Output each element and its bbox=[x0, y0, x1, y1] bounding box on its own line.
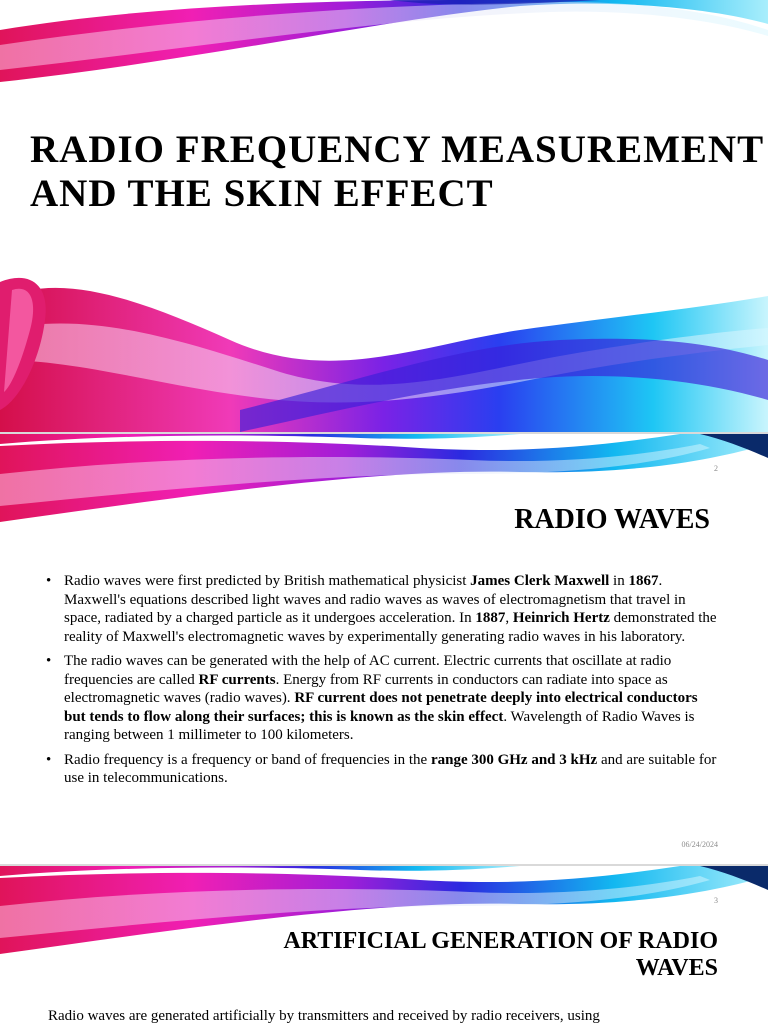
title-line-1: ARTIFICIAL GENERATION OF RADIO bbox=[283, 928, 718, 954]
body-text: Radio waves are generated artificially by transmitters and received by radio receivers, using bbox=[48, 1008, 600, 1024]
title-line-1: RADIO FREQUENCY MEASUREMENT bbox=[30, 128, 765, 171]
slide-date: 06/24/2024 bbox=[681, 840, 718, 849]
bullet-item bbox=[46, 751, 722, 788]
slide-title: RADIO WAVES bbox=[514, 504, 710, 535]
decorative-swoosh-graphic bbox=[0, 0, 768, 432]
slide-number: 2 bbox=[714, 464, 718, 473]
bold-text: range 300 GHz and 3 kHz bbox=[430, 751, 598, 768]
bullet-item bbox=[46, 572, 722, 646]
slide-1 bbox=[0, 0, 768, 432]
text-run: demonstrated the reality of Maxwell's electromagnetic waves by experimentally generating radio waves in his laboratory. bbox=[64, 610, 717, 645]
text-run: . Maxwell's equations described light waves and radio waves as waves of electromagnetism that travel in space, radiated by a charged particle as it undergoes acceleration. In bbox=[64, 573, 686, 626]
bold-text: RF current does not penetrate deeply into electrical conductors but tends to flow along their surfaces; this is known as the skin effect bbox=[64, 690, 698, 725]
text-run: and are suitable for use in telecommunications. bbox=[64, 751, 717, 786]
bold-text: Heinrich Hertz bbox=[512, 610, 610, 626]
text-run: in bbox=[609, 573, 629, 589]
slide-number: 3 bbox=[714, 896, 718, 905]
title-line-2: AND THE SKIN EFFECT bbox=[30, 172, 494, 215]
bold-text: 1887 bbox=[475, 610, 506, 626]
slide-2 bbox=[0, 434, 768, 864]
text-run: The radio waves can be generated with the help of AC current. Electric currents that oscillate at radio frequencies are called bbox=[64, 653, 672, 688]
text-run: . Energy from RF currents in conductors can radiate into space as electromagnetic waves (radio waves). bbox=[64, 671, 668, 706]
bold-text: 1867 bbox=[628, 573, 659, 589]
text-run: Radio frequency is a frequency or band of frequencies in the bbox=[64, 751, 431, 768]
title-line-2: WAVES bbox=[635, 955, 718, 981]
text-run: Radio waves were first predicted by British mathematical physicist bbox=[64, 573, 471, 589]
slide-title bbox=[158, 928, 718, 982]
bold-text: RF currents bbox=[198, 671, 276, 688]
bullet-item bbox=[46, 652, 722, 745]
text-run: , bbox=[505, 610, 513, 626]
bullet-list bbox=[46, 572, 722, 794]
bold-text: James Clerk Maxwell bbox=[470, 573, 610, 589]
presentation-title bbox=[30, 128, 768, 216]
slide-3 bbox=[0, 866, 768, 1024]
text-run: . Wavelength of Radio Waves is ranging between 1 millimeter to 100 kilometers. bbox=[64, 708, 695, 743]
